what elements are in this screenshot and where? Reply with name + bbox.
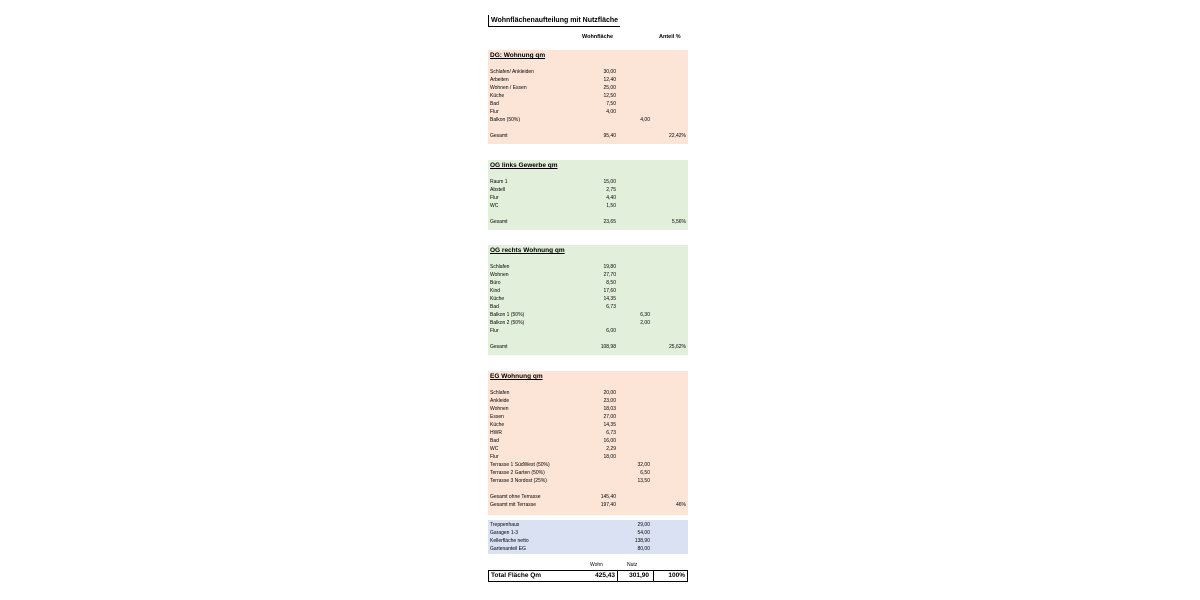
- wohnflaeche-value: 12,50: [603, 93, 616, 99]
- nutzflaeche-value: 29,00: [637, 522, 650, 528]
- wohnflaeche-value: 15,00: [603, 179, 616, 185]
- table-row: [488, 453, 688, 461]
- total-nutz: 301,90: [629, 572, 649, 579]
- table-row: [488, 76, 688, 84]
- row-label: Wohnen: [490, 406, 509, 412]
- wohnflaeche-value: 2,75: [606, 187, 616, 193]
- total-row: [488, 343, 688, 351]
- table-row: [488, 545, 688, 553]
- row-label: Bad: [490, 304, 499, 310]
- row-label: Garagen 1-3: [490, 530, 519, 536]
- total-label: Gesamt ohne Terrasse: [490, 494, 541, 500]
- table-row: [488, 529, 688, 537]
- table-row: [488, 461, 688, 469]
- row-label: Terrasse 1 SüdWest (50%): [490, 462, 550, 468]
- row-label: Flur: [490, 454, 499, 460]
- table-row: [488, 445, 688, 453]
- wohnflaeche-total: 23,65: [603, 219, 616, 225]
- table-row: [488, 311, 688, 319]
- row-label: Bad: [490, 101, 499, 107]
- row-label: Schlafen: [490, 264, 510, 270]
- wohnflaeche-value: 7,50: [606, 101, 616, 107]
- nutzflaeche-value: 32,00: [637, 462, 650, 468]
- table-row: [488, 92, 688, 100]
- row-label: Balkon (50%): [490, 117, 521, 123]
- table-row: [488, 279, 688, 287]
- nutzflaeche-value: 2,00: [640, 320, 650, 326]
- nutzflaeche-value: 54,00: [637, 530, 650, 536]
- section-4: [488, 371, 688, 515]
- table-row: [488, 108, 688, 116]
- wohnflaeche-total: 108,98: [600, 344, 616, 350]
- row-label: Raum 1: [490, 179, 508, 185]
- total-label: Gesamt: [490, 133, 508, 139]
- table-row: [488, 178, 688, 186]
- row-label: Schlafen/ Ankleiden: [490, 69, 534, 75]
- total-row: [488, 493, 688, 501]
- row-label: Kind: [490, 288, 501, 294]
- wohnflaeche-value: 6,73: [606, 430, 616, 436]
- section-3: [488, 245, 688, 355]
- wohnflaeche-value: 17,60: [603, 288, 616, 294]
- table-row: [488, 68, 688, 76]
- row-label: Treppenhaus: [490, 522, 520, 528]
- total-row: [488, 501, 688, 509]
- wohnflaeche-value: 18,03: [603, 406, 616, 412]
- row-label: Bad: [490, 438, 499, 444]
- row-label: Abstell: [490, 187, 506, 193]
- nutzflaeche-value: 13,50: [637, 478, 650, 484]
- row-label: Terrasse 2 Garten (50%): [490, 470, 545, 476]
- row-label: Gartenanteil EG: [490, 546, 526, 552]
- wohnflaeche-value: 27,70: [603, 272, 616, 278]
- total-label: Total Fläche Qm: [491, 572, 542, 579]
- total-anteil: 100%: [668, 572, 685, 579]
- wohnflaeche-value: 25,00: [603, 85, 616, 91]
- row-label: Flur: [490, 328, 499, 334]
- wohnflaeche-total: 95,40: [603, 133, 616, 139]
- anteil-total: 5,56%: [671, 219, 686, 225]
- anteil-total: 25,62%: [669, 344, 686, 350]
- table-row: [488, 287, 688, 295]
- total-label: Gesamt mit Terrasse: [490, 502, 537, 508]
- wohnflaeche-value: 30,00: [603, 69, 616, 75]
- table-row: [488, 413, 688, 421]
- total-label: Gesamt: [490, 344, 508, 350]
- table-row: [488, 429, 688, 437]
- table-row: [488, 263, 688, 271]
- wohnflaeche-value: 19,80: [603, 264, 616, 270]
- table-row: [488, 186, 688, 194]
- wohnflaeche-total: 145,40: [600, 494, 616, 500]
- row-label: WC: [490, 446, 499, 452]
- wohnflaeche-value: 8,50: [606, 280, 616, 286]
- section-2: [488, 160, 688, 230]
- row-label: Flur: [490, 109, 499, 115]
- section-title: OG rechts Wohnung qm: [490, 247, 565, 254]
- row-label: Büro: [490, 280, 501, 286]
- nutzflaeche-value: 4,00: [640, 117, 650, 123]
- row-label: Schlafen: [490, 390, 510, 396]
- table-row: [488, 100, 688, 108]
- row-label: WC: [490, 203, 499, 209]
- table-row: [488, 537, 688, 545]
- row-label: Balkon 1 (50%): [490, 312, 525, 318]
- section-title: DG: Wohnung qm: [490, 52, 546, 59]
- table-row: [488, 84, 688, 92]
- table-row: [488, 327, 688, 335]
- table-row: [488, 405, 688, 413]
- row-label: Essen: [490, 414, 504, 420]
- row-label: Wohnen: [490, 272, 509, 278]
- wohnflaeche-value: 20,00: [603, 390, 616, 396]
- table-row: [488, 437, 688, 445]
- wohnflaeche-value: 14,35: [603, 422, 616, 428]
- sheet-title: Wohnflächenaufteilung mit Nutzfläche: [488, 15, 620, 27]
- nutzflaeche-value: 6,50: [640, 470, 650, 476]
- wohnflaeche-value: 6,73: [606, 304, 616, 310]
- wohnflaeche-value: 18,00: [603, 454, 616, 460]
- wohnflaeche-value: 4,40: [606, 195, 616, 201]
- nutzflaeche-section: [488, 520, 688, 554]
- row-label: Arbeiten: [490, 77, 509, 83]
- header-wohnflaeche: Wohnfläche: [582, 34, 614, 40]
- wohnflaeche-value: 12,40: [603, 77, 616, 83]
- wohnflaeche-value: 27,00: [603, 414, 616, 420]
- row-label: Küche: [490, 93, 505, 99]
- table-row: [488, 271, 688, 279]
- wohnflaeche-value: 4,00: [606, 109, 616, 115]
- table-row: [488, 194, 688, 202]
- total-row: [488, 218, 688, 226]
- wohnflaeche-value: 14,35: [603, 296, 616, 302]
- row-label: Terrasse 3 Nordost (25%): [490, 478, 547, 484]
- wohnflaeche-value: 2,29: [606, 446, 616, 452]
- table-row: [488, 389, 688, 397]
- wohnflaeche-total: 197,40: [600, 502, 616, 508]
- table-row: [488, 421, 688, 429]
- table-row: [488, 477, 688, 485]
- wohnflaeche-value: 6,00: [606, 328, 616, 334]
- table-row: [488, 469, 688, 477]
- table-row: [488, 295, 688, 303]
- table-row: [488, 303, 688, 311]
- nutzflaeche-value: 6,30: [640, 312, 650, 318]
- table-row: [488, 202, 688, 210]
- footer-nutz-label: Nutz: [627, 562, 638, 568]
- total-label: Gesamt: [490, 219, 508, 225]
- wohnflaeche-value: 1,50: [606, 203, 616, 209]
- total-row: [488, 570, 688, 582]
- table-row: [488, 397, 688, 405]
- anteil-total: 22,42%: [669, 133, 686, 139]
- footer-wohn-label: Wohn: [590, 562, 603, 568]
- wohnflaeche-value: 16,00: [603, 438, 616, 444]
- table-row: [488, 521, 688, 529]
- row-label: Flur: [490, 195, 499, 201]
- row-label: Ankleide: [490, 398, 510, 404]
- table-row: [488, 319, 688, 327]
- section-title: OG links Gewerbe qm: [490, 162, 558, 169]
- anteil-total: 46%: [675, 502, 686, 508]
- total-wohn: 425,43: [595, 572, 615, 579]
- section-title: EG Wohnung qm: [490, 373, 543, 380]
- row-label: Wohnen / Essen: [490, 85, 527, 91]
- row-label: HWR: [490, 430, 502, 436]
- row-label: Balkon 2 (50%): [490, 320, 525, 326]
- wohnflaeche-value: 23,00: [603, 398, 616, 404]
- nutzflaeche-value: 80,00: [637, 546, 650, 552]
- total-row: [488, 132, 688, 140]
- nutzflaeche-value: 138,90: [634, 538, 650, 544]
- row-label: Kellerfläche netto: [490, 538, 529, 544]
- header-anteil: Anteil %: [659, 34, 681, 40]
- row-label: Küche: [490, 422, 505, 428]
- table-row: [488, 116, 688, 124]
- row-label: Küche: [490, 296, 505, 302]
- section-1: [488, 50, 688, 144]
